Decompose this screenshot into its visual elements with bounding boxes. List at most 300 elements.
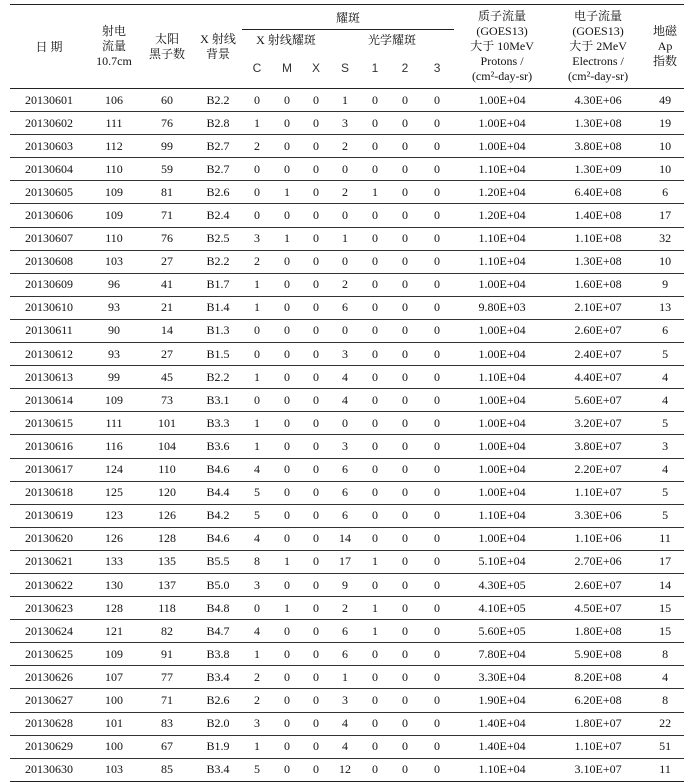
cell-radio-flux: 111	[88, 412, 140, 435]
cell-optical-1: 0	[360, 135, 390, 158]
cell-xray-background: B4.4	[194, 481, 242, 504]
cell-radio-flux: 106	[88, 89, 140, 112]
cell-xray-m: 0	[272, 758, 302, 781]
cell-xray-x: 0	[302, 712, 330, 735]
header-proton-line5: (cm²-day-sr)	[471, 69, 533, 83]
cell-xray-background: B4.6	[194, 458, 242, 481]
header-radio-flux-line1: 射电	[101, 24, 126, 38]
cell-optical-2: 0	[390, 112, 420, 135]
cell-ap-index: 5	[646, 504, 684, 527]
header-xray-flares: X 射线耀斑	[256, 32, 316, 47]
cell-xray-m: 0	[272, 319, 302, 342]
cell-xray-m: 0	[272, 481, 302, 504]
cell-radio-flux: 109	[88, 389, 140, 412]
cell-optical-1: 0	[360, 204, 390, 227]
cell-optical-s: 6	[330, 620, 360, 643]
cell-xray-x: 0	[302, 597, 330, 620]
header-electron-flux	[550, 5, 646, 89]
cell-xray-background: B1.5	[194, 343, 242, 366]
cell-optical-1: 0	[360, 735, 390, 758]
cell-xray-m: 0	[272, 435, 302, 458]
cell-optical-1: 0	[360, 573, 390, 596]
cell-radio-flux: 125	[88, 481, 140, 504]
cell-optical-s: 3	[330, 689, 360, 712]
cell-optical-1: 0	[360, 643, 390, 666]
cell-optical-1: 1	[360, 620, 390, 643]
cell-xray-x: 0	[302, 273, 330, 296]
cell-xray-background: B2.4	[194, 204, 242, 227]
cell-optical-3: 0	[420, 481, 454, 504]
cell-optical-3: 0	[420, 735, 454, 758]
cell-xray-background: B3.4	[194, 666, 242, 689]
cell-xray-background: B4.2	[194, 504, 242, 527]
cell-optical-3: 0	[420, 666, 454, 689]
table-body	[10, 89, 684, 782]
cell-xray-c: 3	[242, 573, 272, 596]
cell-radio-flux: 116	[88, 435, 140, 458]
cell-proton-flux: 1.40E+04	[454, 735, 550, 758]
cell-sunspot-number: 27	[140, 343, 194, 366]
cell-xray-background: B4.6	[194, 527, 242, 550]
cell-radio-flux: 90	[88, 319, 140, 342]
cell-date: 20130628	[10, 712, 88, 735]
cell-optical-s: 1	[330, 89, 360, 112]
cell-sunspot-number: 41	[140, 273, 194, 296]
cell-date: 20130623	[10, 597, 88, 620]
cell-date: 20130619	[10, 504, 88, 527]
cell-sunspot-number: 81	[140, 181, 194, 204]
cell-optical-2: 0	[390, 89, 420, 112]
cell-optical-1: 0	[360, 389, 390, 412]
cell-optical-s: 4	[330, 712, 360, 735]
cell-ap-index: 10	[646, 250, 684, 273]
cell-ap-index: 5	[646, 481, 684, 504]
cell-optical-2: 0	[390, 250, 420, 273]
cell-optical-2: 0	[390, 319, 420, 342]
header-electron-line2: (GOES13)	[572, 24, 624, 38]
header-date: 日 期	[10, 5, 88, 89]
table-row	[10, 389, 684, 412]
cell-electron-flux: 6.20E+08	[550, 689, 646, 712]
cell-optical-1: 0	[360, 666, 390, 689]
header-radio-flux-line3: 10.7cm	[96, 54, 132, 68]
cell-optical-1: 0	[360, 343, 390, 366]
cell-sunspot-number: 77	[140, 666, 194, 689]
cell-date: 20130605	[10, 181, 88, 204]
cell-optical-s: 2	[330, 597, 360, 620]
table-row	[10, 89, 684, 112]
cell-proton-flux: 1.20E+04	[454, 204, 550, 227]
cell-electron-flux: 3.10E+07	[550, 758, 646, 781]
cell-optical-3: 0	[420, 504, 454, 527]
cell-sunspot-number: 110	[140, 458, 194, 481]
table-row	[10, 458, 684, 481]
cell-optical-s: 9	[330, 573, 360, 596]
cell-optical-2: 0	[390, 158, 420, 181]
header-electron-line3: 大于 2MeV	[569, 39, 627, 53]
cell-optical-3: 0	[420, 689, 454, 712]
header-optical-flares: 光学耀斑	[368, 32, 417, 47]
cell-proton-flux: 5.60E+05	[454, 620, 550, 643]
cell-xray-x: 0	[302, 758, 330, 781]
cell-radio-flux: 100	[88, 689, 140, 712]
cell-xray-c: 0	[242, 158, 272, 181]
header-electron-line4: Electrons /	[572, 54, 624, 68]
cell-xray-x: 0	[302, 366, 330, 389]
cell-optical-3: 0	[420, 181, 454, 204]
cell-optical-s: 6	[330, 296, 360, 319]
cell-date: 20130602	[10, 112, 88, 135]
cell-optical-2: 0	[390, 435, 420, 458]
cell-optical-s: 0	[330, 412, 360, 435]
cell-proton-flux: 9.80E+03	[454, 296, 550, 319]
cell-xray-x: 0	[302, 573, 330, 596]
table-row	[10, 135, 684, 158]
cell-sunspot-number: 27	[140, 250, 194, 273]
cell-electron-flux: 4.30E+06	[550, 89, 646, 112]
header-electron-line5: (cm²-day-sr)	[567, 69, 629, 83]
cell-xray-x: 0	[302, 435, 330, 458]
cell-optical-3: 0	[420, 273, 454, 296]
header-class-3: 3	[420, 48, 454, 89]
cell-optical-3: 0	[420, 343, 454, 366]
cell-optical-2: 0	[390, 758, 420, 781]
header-class-2: 2	[390, 48, 420, 89]
cell-xray-x: 0	[302, 643, 330, 666]
header-sunspot	[140, 5, 194, 89]
cell-xray-c: 1	[242, 296, 272, 319]
cell-optical-3: 0	[420, 204, 454, 227]
cell-proton-flux: 4.30E+05	[454, 573, 550, 596]
cell-xray-m: 0	[272, 527, 302, 550]
cell-date: 20130620	[10, 527, 88, 550]
table-row	[10, 112, 684, 135]
cell-date: 20130621	[10, 550, 88, 573]
cell-radio-flux: 107	[88, 666, 140, 689]
table-row	[10, 366, 684, 389]
cell-electron-flux: 2.60E+07	[550, 573, 646, 596]
cell-proton-flux: 1.00E+04	[454, 273, 550, 296]
cell-xray-c: 0	[242, 597, 272, 620]
cell-optical-s: 4	[330, 735, 360, 758]
cell-radio-flux: 93	[88, 296, 140, 319]
cell-optical-2: 0	[390, 296, 420, 319]
cell-xray-x: 0	[302, 227, 330, 250]
cell-optical-2: 0	[390, 620, 420, 643]
cell-optical-3: 0	[420, 158, 454, 181]
cell-ap-index: 10	[646, 158, 684, 181]
cell-optical-2: 0	[390, 389, 420, 412]
cell-electron-flux: 1.40E+08	[550, 204, 646, 227]
cell-xray-x: 0	[302, 504, 330, 527]
cell-sunspot-number: 126	[140, 504, 194, 527]
cell-radio-flux: 99	[88, 366, 140, 389]
cell-optical-1: 0	[360, 319, 390, 342]
cell-xray-x: 0	[302, 458, 330, 481]
cell-electron-flux: 3.30E+06	[550, 504, 646, 527]
cell-xray-c: 2	[242, 666, 272, 689]
cell-sunspot-number: 14	[140, 319, 194, 342]
table-row	[10, 666, 684, 689]
cell-optical-s: 2	[330, 181, 360, 204]
table-row	[10, 712, 684, 735]
cell-sunspot-number: 101	[140, 412, 194, 435]
cell-xray-background: B2.7	[194, 158, 242, 181]
cell-xray-background: B2.2	[194, 366, 242, 389]
cell-optical-s: 3	[330, 435, 360, 458]
header-radio-flux	[88, 5, 140, 89]
cell-optical-s: 0	[330, 250, 360, 273]
cell-xray-x: 0	[302, 181, 330, 204]
cell-optical-s: 0	[330, 158, 360, 181]
cell-optical-2: 0	[390, 343, 420, 366]
cell-optical-1: 0	[360, 412, 390, 435]
cell-xray-background: B3.4	[194, 758, 242, 781]
cell-xray-c: 5	[242, 481, 272, 504]
cell-proton-flux: 1.40E+04	[454, 712, 550, 735]
cell-xray-c: 1	[242, 643, 272, 666]
cell-proton-flux: 1.00E+04	[454, 135, 550, 158]
header-ap-index	[646, 5, 684, 89]
cell-date: 20130613	[10, 366, 88, 389]
cell-xray-c: 2	[242, 135, 272, 158]
cell-xray-background: B5.5	[194, 550, 242, 573]
cell-proton-flux: 1.00E+04	[454, 435, 550, 458]
cell-xray-c: 0	[242, 181, 272, 204]
cell-sunspot-number: 76	[140, 112, 194, 135]
cell-electron-flux: 2.20E+07	[550, 458, 646, 481]
cell-xray-x: 0	[302, 319, 330, 342]
cell-date: 20130618	[10, 481, 88, 504]
header-electron-line1: 电子流量	[574, 9, 623, 23]
header-class-m: M	[272, 48, 302, 89]
cell-electron-flux: 8.20E+08	[550, 666, 646, 689]
cell-sunspot-number: 67	[140, 735, 194, 758]
cell-radio-flux: 112	[88, 135, 140, 158]
cell-ap-index: 11	[646, 758, 684, 781]
cell-electron-flux: 5.60E+07	[550, 389, 646, 412]
header-xray-background	[194, 5, 242, 89]
cell-date: 20130615	[10, 412, 88, 435]
cell-xray-m: 0	[272, 643, 302, 666]
cell-xray-background: B4.8	[194, 597, 242, 620]
cell-optical-1: 0	[360, 504, 390, 527]
cell-radio-flux: 110	[88, 158, 140, 181]
cell-optical-3: 0	[420, 758, 454, 781]
cell-optical-2: 0	[390, 666, 420, 689]
cell-proton-flux: 4.10E+05	[454, 597, 550, 620]
cell-optical-s: 12	[330, 758, 360, 781]
cell-ap-index: 15	[646, 597, 684, 620]
cell-ap-index: 14	[646, 573, 684, 596]
cell-date: 20130609	[10, 273, 88, 296]
table-row	[10, 158, 684, 181]
cell-ap-index: 10	[646, 135, 684, 158]
cell-xray-x: 0	[302, 620, 330, 643]
cell-optical-2: 0	[390, 273, 420, 296]
cell-optical-1: 1	[360, 550, 390, 573]
cell-radio-flux: 124	[88, 458, 140, 481]
cell-date: 20130607	[10, 227, 88, 250]
cell-optical-1: 0	[360, 112, 390, 135]
cell-radio-flux: 109	[88, 181, 140, 204]
cell-ap-index: 17	[646, 204, 684, 227]
table-header	[10, 5, 684, 89]
cell-sunspot-number: 45	[140, 366, 194, 389]
header-sunspot-line2: 黑子数	[148, 46, 185, 61]
cell-date: 20130612	[10, 343, 88, 366]
cell-ap-index: 6	[646, 319, 684, 342]
cell-date: 20130629	[10, 735, 88, 758]
cell-optical-3: 0	[420, 435, 454, 458]
cell-xray-c: 1	[242, 366, 272, 389]
cell-optical-s: 3	[330, 112, 360, 135]
cell-electron-flux: 6.40E+08	[550, 181, 646, 204]
cell-xray-background: B2.5	[194, 227, 242, 250]
cell-optical-s: 0	[330, 319, 360, 342]
cell-xray-background: B1.3	[194, 319, 242, 342]
cell-optical-s: 2	[330, 135, 360, 158]
cell-sunspot-number: 120	[140, 481, 194, 504]
cell-proton-flux: 1.00E+04	[454, 343, 550, 366]
cell-optical-2: 0	[390, 181, 420, 204]
cell-electron-flux: 2.10E+07	[550, 296, 646, 319]
cell-optical-2: 0	[390, 412, 420, 435]
cell-optical-2: 0	[390, 735, 420, 758]
cell-optical-1: 0	[360, 712, 390, 735]
cell-optical-2: 0	[390, 458, 420, 481]
cell-ap-index: 5	[646, 412, 684, 435]
cell-optical-3: 0	[420, 573, 454, 596]
cell-optical-3: 0	[420, 389, 454, 412]
cell-electron-flux: 1.80E+08	[550, 620, 646, 643]
cell-optical-s: 1	[330, 666, 360, 689]
cell-date: 20130610	[10, 296, 88, 319]
cell-radio-flux: 103	[88, 250, 140, 273]
cell-optical-2: 0	[390, 135, 420, 158]
cell-optical-s: 0	[330, 204, 360, 227]
cell-optical-s: 6	[330, 481, 360, 504]
cell-optical-1: 0	[360, 435, 390, 458]
cell-optical-2: 0	[390, 597, 420, 620]
header-class-s: S	[330, 48, 360, 89]
cell-ap-index: 6	[646, 181, 684, 204]
header-proton-line4: Protons /	[480, 54, 524, 68]
cell-xray-x: 0	[302, 112, 330, 135]
cell-xray-background: B1.9	[194, 735, 242, 758]
cell-ap-index: 51	[646, 735, 684, 758]
cell-sunspot-number: 135	[140, 550, 194, 573]
cell-radio-flux: 100	[88, 735, 140, 758]
cell-optical-1: 0	[360, 758, 390, 781]
cell-xray-background: B2.2	[194, 250, 242, 273]
header-proton-line1: 质子流量	[478, 9, 527, 23]
cell-date: 20130624	[10, 620, 88, 643]
cell-optical-s: 6	[330, 504, 360, 527]
cell-optical-2: 0	[390, 504, 420, 527]
cell-optical-1: 0	[360, 689, 390, 712]
cell-xray-x: 0	[302, 666, 330, 689]
cell-xray-c: 4	[242, 527, 272, 550]
cell-ap-index: 5	[646, 343, 684, 366]
table-row	[10, 435, 684, 458]
cell-optical-3: 0	[420, 643, 454, 666]
cell-xray-background: B4.7	[194, 620, 242, 643]
cell-sunspot-number: 73	[140, 389, 194, 412]
cell-xray-x: 0	[302, 250, 330, 273]
cell-electron-flux: 1.30E+09	[550, 158, 646, 181]
cell-radio-flux: 96	[88, 273, 140, 296]
cell-proton-flux: 1.10E+04	[454, 250, 550, 273]
table-row	[10, 689, 684, 712]
cell-sunspot-number: 91	[140, 643, 194, 666]
header-xray-bg-line2: 背景	[205, 46, 230, 61]
cell-xray-c: 2	[242, 250, 272, 273]
cell-ap-index: 11	[646, 527, 684, 550]
cell-optical-3: 0	[420, 366, 454, 389]
cell-electron-flux: 3.80E+08	[550, 135, 646, 158]
cell-electron-flux: 5.90E+08	[550, 643, 646, 666]
cell-optical-1: 1	[360, 597, 390, 620]
cell-xray-m: 0	[272, 204, 302, 227]
cell-electron-flux: 1.30E+08	[550, 112, 646, 135]
cell-optical-2: 0	[390, 366, 420, 389]
cell-sunspot-number: 99	[140, 135, 194, 158]
cell-optical-2: 0	[390, 227, 420, 250]
cell-optical-s: 14	[330, 527, 360, 550]
table-row	[10, 250, 684, 273]
cell-optical-1: 0	[360, 296, 390, 319]
cell-electron-flux: 1.80E+07	[550, 712, 646, 735]
cell-xray-c: 3	[242, 227, 272, 250]
table-row	[10, 204, 684, 227]
cell-electron-flux: 1.10E+08	[550, 227, 646, 250]
cell-radio-flux: 123	[88, 504, 140, 527]
cell-optical-2: 0	[390, 204, 420, 227]
cell-xray-background: B2.8	[194, 112, 242, 135]
cell-electron-flux: 1.10E+07	[550, 735, 646, 758]
cell-optical-s: 4	[330, 389, 360, 412]
cell-sunspot-number: 128	[140, 527, 194, 550]
cell-electron-flux: 4.40E+07	[550, 366, 646, 389]
cell-xray-background: B3.8	[194, 643, 242, 666]
cell-xray-c: 3	[242, 712, 272, 735]
cell-date: 20130622	[10, 573, 88, 596]
cell-xray-x: 0	[302, 89, 330, 112]
table-row	[10, 412, 684, 435]
cell-xray-x: 0	[302, 296, 330, 319]
header-proton-flux	[454, 5, 550, 89]
cell-xray-c: 5	[242, 758, 272, 781]
cell-xray-c: 0	[242, 319, 272, 342]
cell-proton-flux: 1.00E+04	[454, 389, 550, 412]
cell-radio-flux: 121	[88, 620, 140, 643]
cell-optical-s: 1	[330, 227, 360, 250]
cell-xray-x: 0	[302, 550, 330, 573]
cell-xray-c: 1	[242, 112, 272, 135]
header-ap-line1: 地磁	[653, 24, 678, 38]
cell-proton-flux: 1.10E+04	[454, 227, 550, 250]
cell-radio-flux: 128	[88, 597, 140, 620]
cell-optical-1: 0	[360, 273, 390, 296]
cell-xray-background: B3.1	[194, 389, 242, 412]
table-row	[10, 296, 684, 319]
header-class-x: X	[302, 48, 330, 89]
cell-xray-background: B1.4	[194, 296, 242, 319]
table-row	[10, 504, 684, 527]
cell-optical-2: 0	[390, 689, 420, 712]
cell-sunspot-number: 118	[140, 597, 194, 620]
